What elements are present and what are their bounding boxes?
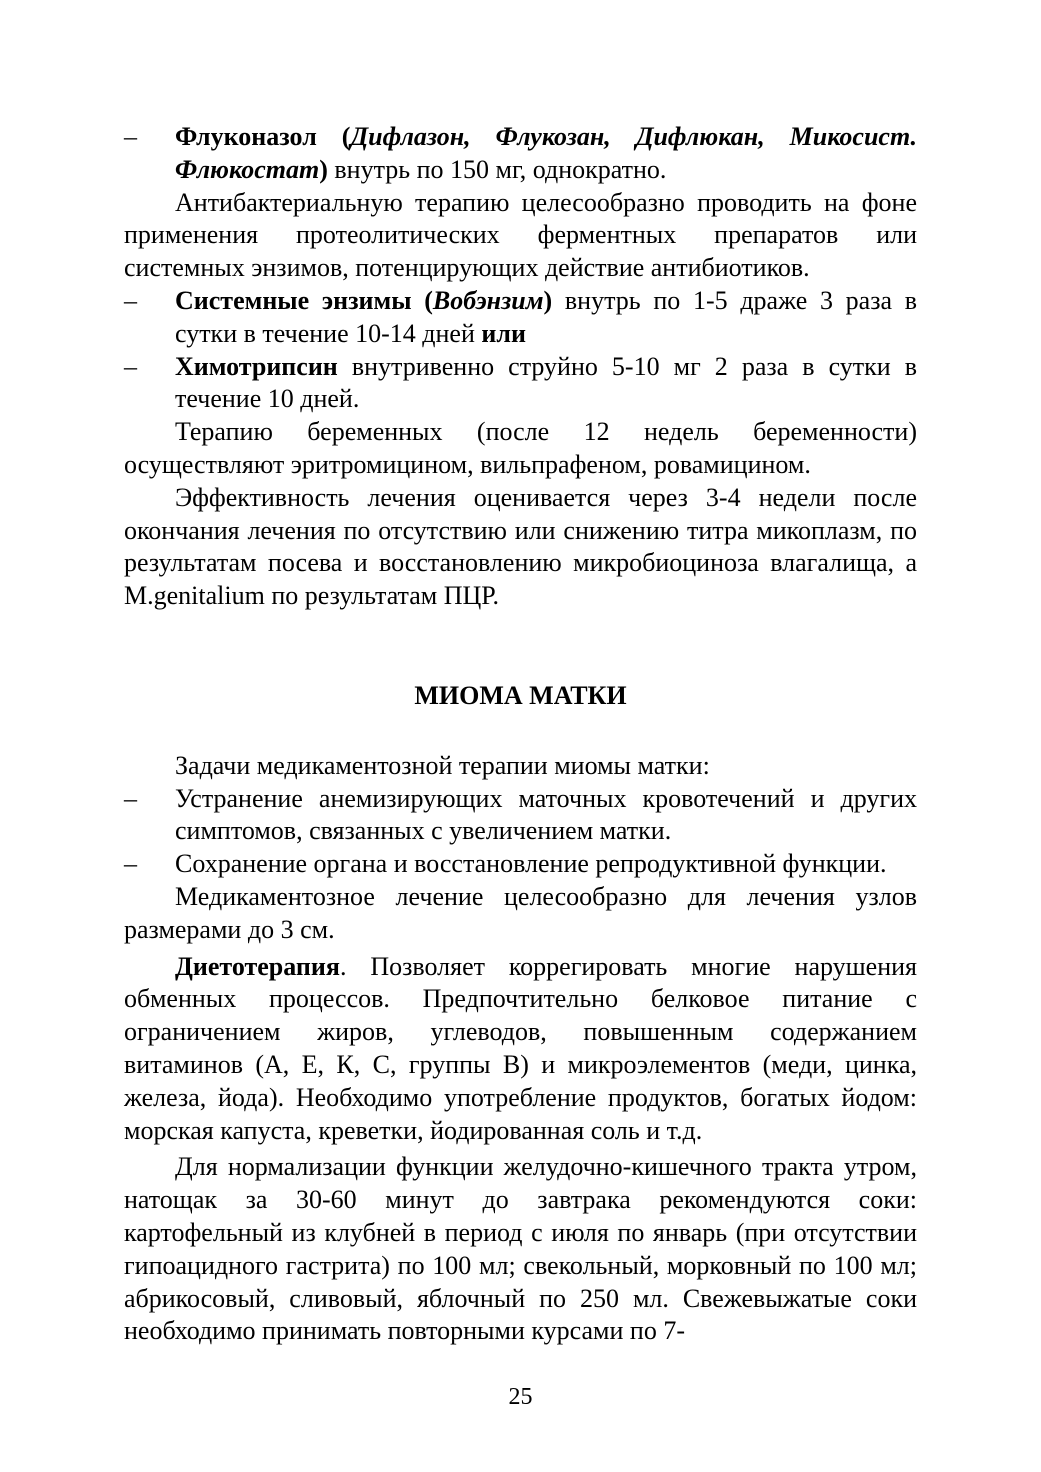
task-text: Устранение анемизирующих маточных кровотечений и других симптомов, связанных с увеличением матки. <box>175 783 917 846</box>
drug-name: Флуконазол <box>175 122 317 151</box>
task-item <box>124 783 917 849</box>
dosage-text: внутрь по 1-5 драже 3 раза в сутки в течение 10-14 дней <box>175 285 918 348</box>
section-title: МИОМА МАТКИ <box>414 680 627 710</box>
task-item <box>124 848 917 881</box>
list-dash: – <box>124 351 137 381</box>
diet-paragraph <box>124 951 917 1148</box>
drug-name: Системные энзимы <box>175 285 412 315</box>
task-text: Сохранение органа и восстановление репродуктивной функции. <box>175 849 887 879</box>
pregnant-paragraph: Терапию беременных (после 12 недель беременности) осуществляют эритромицином, вильпрафеном, ровамицином. <box>124 417 917 479</box>
paren-close: ) <box>543 285 553 315</box>
drug-brands: Дифлазон, Флукозан, Дифлюкан, Микосист. Флюкостат <box>175 122 917 184</box>
drug-name: Химотрипсин <box>175 351 338 381</box>
efficacy-paragraph: Эффективность лечения оценивается через 3-4 недели после окончания лечения по отсутствию или снижению титра микоплазм, по результатам посева и восстановлению микробиоциноза влагалища, а M.genitalium по результатам ПЦР. <box>124 482 917 611</box>
list-dash: – <box>124 122 137 151</box>
enzymes-item <box>124 285 917 351</box>
paren-close: ) <box>319 154 328 184</box>
page-number: 25 <box>508 1384 533 1410</box>
dosage-text: внутрь по 150 мг, однократно. <box>327 154 667 184</box>
antibacterial-paragraph: Антибактериальную терапию целесообразно проводить на фоне применения протеолитических ферментных препаратов или системных энзимов, потенцирующих действие антибиотиков. <box>124 187 917 283</box>
dosage-text: внутривенно струйно 5-10 мг 2 раза в сутки в течение 10 дней. <box>175 351 917 414</box>
page-content <box>124 121 917 1348</box>
list-dash: – <box>124 783 137 813</box>
juice-paragraph: Для нормализации функции желудочно-кишечного тракта утром, натощак за 30-60 минут до завтрака рекомендуются соки: картофельный из клубней в период с июля по январь (при отсутствии гипоацидного гастрита) по 100 мл; свекольный, морковный по 100 мл; абрикосовый, сливовый, яблочный по 250 мл. Свежевыжатые соки необходимо принимать повторными курсами по 7- <box>124 1152 917 1346</box>
paren-open: ( <box>411 285 433 315</box>
or-conjunction: или <box>481 318 526 348</box>
nodes-paragraph: Медикаментозное лечение целесообразно для лечения узлов размерами до 3 см. <box>124 881 917 944</box>
list-dash: – <box>124 285 137 315</box>
drug-brands: Вобэнзим <box>432 285 544 315</box>
list-dash: – <box>124 849 137 879</box>
chymotrypsin-item <box>124 351 917 417</box>
fluconazole-item <box>124 121 917 187</box>
diet-label: Диетотерапия <box>175 951 340 981</box>
tasks-intro: Задачи медикаментозной терапии миомы матки: <box>175 750 710 780</box>
paren-open: ( <box>316 122 351 151</box>
diet-text: . Позволяет коррегировать многие нарушения обменных процессов. Предпочтительно белковое питание с ограничением жиров, углеводов, повышенным содержанием витаминов (А, Е, К, С, группы В) и микроэлементов (меди, цинка, железа, йода). Необходимо употребление продуктов, богатых йодом: морская капуста, креветки, йодированная соль и т.д. <box>124 951 917 1145</box>
